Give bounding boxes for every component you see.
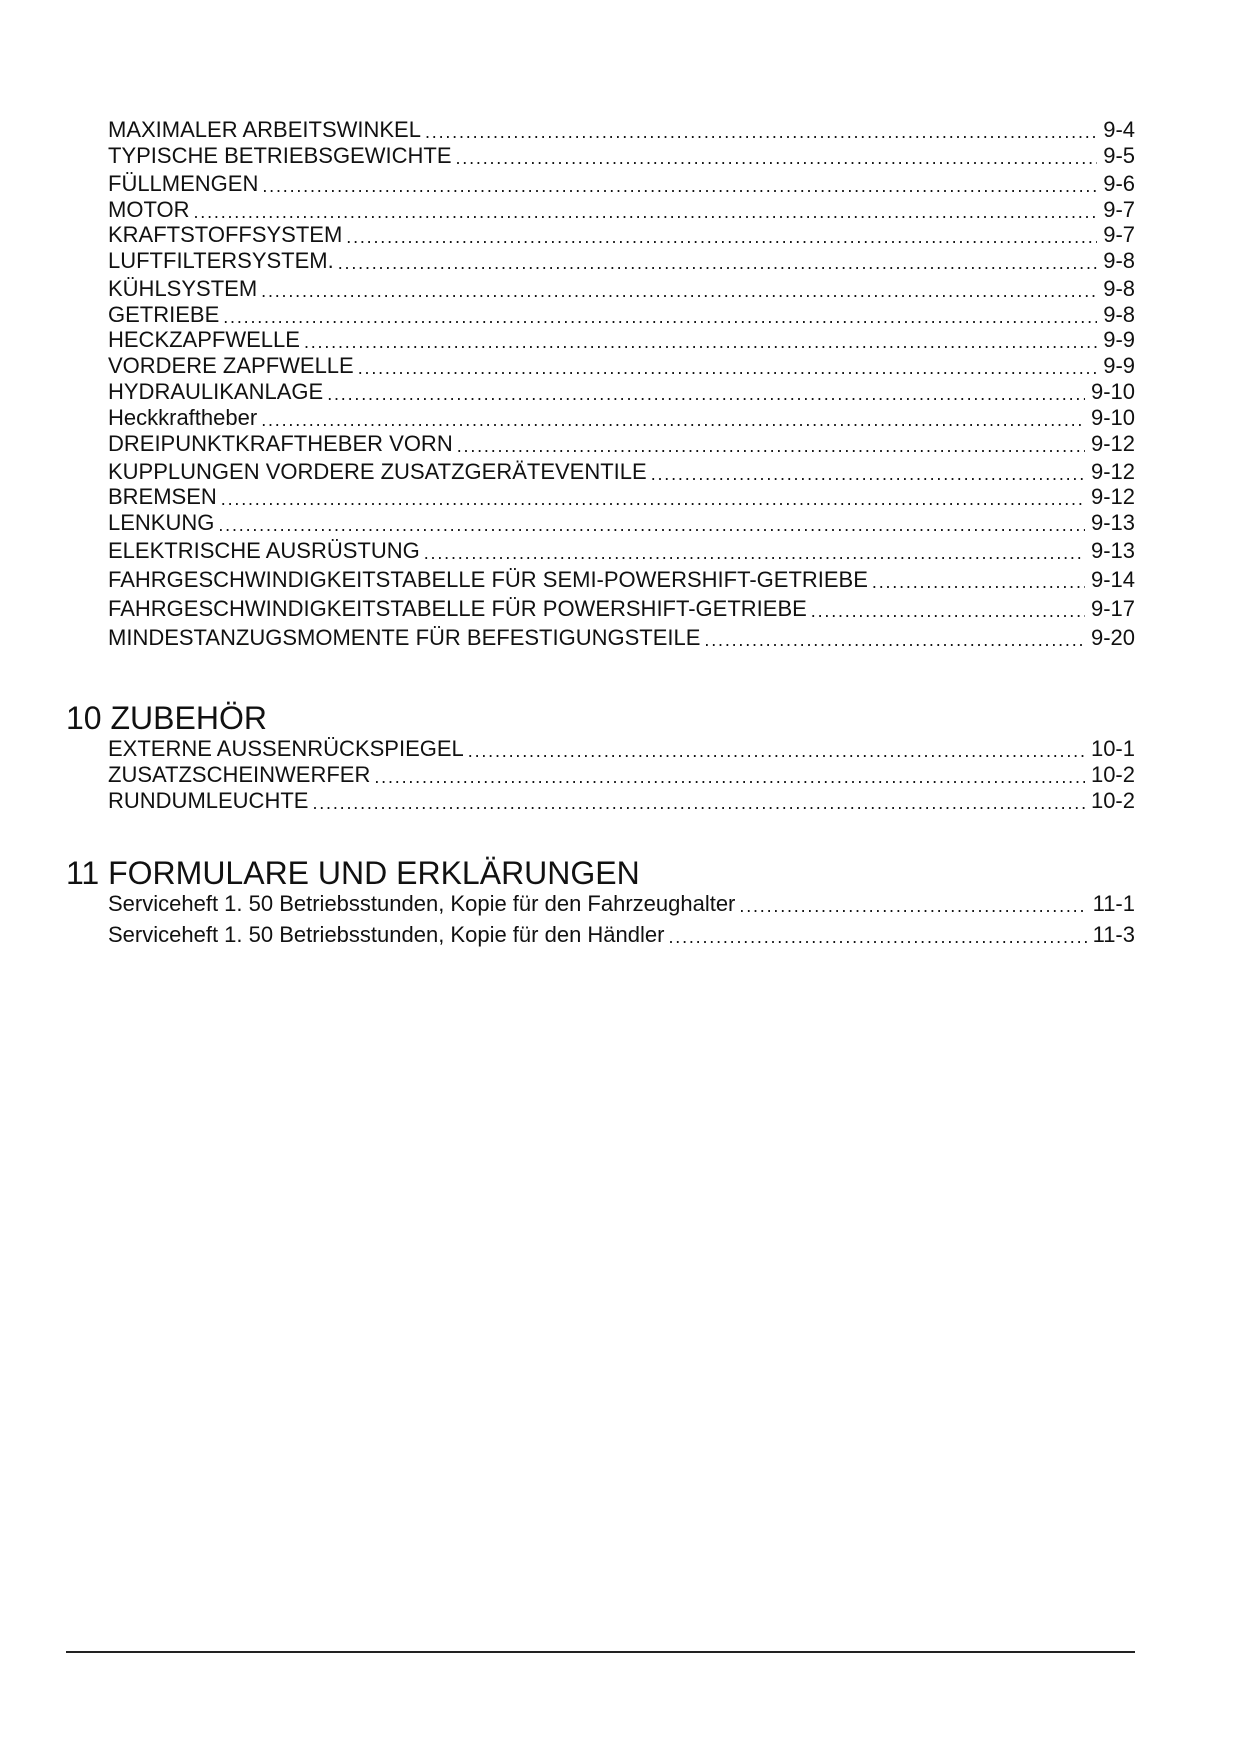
toc-entry[interactable] [108, 510, 1135, 536]
toc-entry[interactable] [108, 248, 1135, 274]
toc-entry-page: 9-8 [1103, 248, 1135, 273]
footer-rule [66, 1651, 1135, 1653]
leader-dots [261, 405, 1085, 431]
toc-entry-label: Heckkraftheber [108, 405, 258, 430]
toc-entry-page: 9-12 [1090, 459, 1135, 484]
toc-entry-page: 9-6 [1103, 171, 1135, 196]
toc-entry-page: 9-5 [1103, 143, 1135, 168]
toc-entry-page: 9-13 [1090, 538, 1135, 563]
toc-entry-page: 9-12 [1090, 484, 1135, 509]
toc-entry[interactable] [108, 222, 1135, 248]
leader-dots [704, 625, 1085, 651]
leader-dots [374, 762, 1085, 788]
toc-entry[interactable] [108, 788, 1135, 814]
toc-entry-page: 9-7 [1103, 222, 1135, 247]
toc-entry-label: MOTOR [108, 197, 190, 222]
toc-entry-label: HYDRAULIKANLAGE [108, 379, 324, 404]
leader-dots [218, 510, 1085, 536]
toc-entry-label: HECKZAPFWELLE [108, 327, 300, 352]
leader-dots [338, 248, 1097, 274]
chapter-heading[interactable]: 10 ZUBEHÖR [66, 700, 267, 736]
toc-entry-label: EXTERNE AUSSENRÜCKSPIEGEL [108, 736, 464, 761]
toc-entry-page: 9-9 [1103, 327, 1135, 352]
toc-entry-page: 10-2 [1090, 762, 1135, 787]
toc-entry-page: 9-4 [1103, 117, 1135, 142]
leader-dots [304, 327, 1097, 353]
leader-dots [872, 567, 1085, 593]
leader-dots [327, 379, 1085, 405]
leader-dots [651, 459, 1085, 485]
toc-entry-label: KUPPLUNGEN VORDERE ZUSATZGERÄTEVENTILE [108, 459, 647, 484]
leader-dots [358, 353, 1097, 379]
toc-entry-label: DREIPUNKTKRAFTHEBER VORN [108, 431, 453, 456]
toc-entry-label: KÜHLSYSTEM [108, 276, 258, 301]
toc-entry[interactable] [108, 276, 1135, 302]
toc-entry-label: VORDERE ZAPFWELLE [108, 353, 354, 378]
toc-entry-label: TYPISCHE BETRIEBSGEWICHTE [108, 143, 452, 168]
toc-entry[interactable] [108, 327, 1135, 353]
toc-entry-page: 11-3 [1092, 922, 1135, 947]
leader-dots [457, 431, 1085, 457]
toc-entry[interactable] [108, 538, 1135, 564]
toc-entry-label: FÜLLMENGEN [108, 171, 259, 196]
toc-entry-label: RUNDUMLEUCHTE [108, 788, 309, 813]
toc-entry-page: 9-9 [1103, 353, 1135, 378]
toc-entry[interactable] [108, 459, 1135, 485]
leader-dots [424, 538, 1085, 564]
toc-entry[interactable] [108, 302, 1135, 328]
toc-entry[interactable] [108, 762, 1135, 788]
toc-entry-page: 9-8 [1103, 302, 1135, 327]
toc-entry-page: 9-7 [1103, 197, 1135, 222]
toc-entry-page: 9-10 [1090, 379, 1135, 404]
leader-dots [262, 171, 1097, 197]
leader-dots [468, 736, 1085, 762]
chapter-heading[interactable]: 11 FORMULARE UND ERKLÄRUNGEN [66, 855, 640, 891]
toc-entry-page: 11-1 [1092, 891, 1135, 916]
toc-entry[interactable] [108, 143, 1135, 169]
toc-entry-label: GETRIEBE [108, 302, 220, 327]
toc-entry-page: 9-17 [1090, 596, 1135, 621]
toc-entry[interactable] [108, 891, 1135, 917]
toc-entry-label: LUFTFILTERSYSTEM. [108, 248, 334, 273]
leader-dots [261, 276, 1097, 302]
toc-entry[interactable] [108, 117, 1135, 143]
toc-entry[interactable] [108, 379, 1135, 405]
toc-entry-page: 10-1 [1090, 736, 1135, 761]
toc-entry-label: ZUSATZSCHEINWERFER [108, 762, 371, 787]
toc-entry-page: 10-2 [1090, 788, 1135, 813]
toc-entry-label: ELEKTRISCHE AUSRÜSTUNG [108, 538, 420, 563]
toc-entry-label: FAHRGESCHWINDIGKEITSTABELLE FÜR POWERSHIFT-GETRIEBE [108, 596, 807, 621]
toc-entry-page: 9-13 [1090, 510, 1135, 535]
toc-entry[interactable] [108, 596, 1135, 622]
leader-dots [456, 143, 1098, 169]
toc-entry-label: MAXIMALER ARBEITSWINKEL [108, 117, 421, 142]
toc-entry[interactable] [108, 922, 1135, 948]
toc-entry[interactable] [108, 197, 1135, 223]
toc-entry[interactable] [108, 736, 1135, 762]
toc-entry-label: Serviceheft 1. 50 Betriebsstunden, Kopie für den Fahrzeughalter [108, 891, 736, 916]
toc-entry-page: 9-10 [1090, 405, 1135, 430]
toc-entry[interactable] [108, 567, 1135, 593]
toc-entry-label: BREMSEN [108, 484, 217, 509]
leader-dots [312, 788, 1085, 814]
toc-entry[interactable] [108, 353, 1135, 379]
leader-dots [811, 596, 1085, 622]
leader-dots [221, 484, 1085, 510]
leader-dots [425, 117, 1097, 143]
toc-entry-label: FAHRGESCHWINDIGKEITSTABELLE FÜR SEMI-POWERSHIFT-GETRIEBE [108, 567, 868, 592]
toc-entry[interactable] [108, 171, 1135, 197]
toc-entry[interactable] [108, 625, 1135, 651]
leader-dots [346, 222, 1097, 248]
toc-entry[interactable] [108, 484, 1135, 510]
toc-entry-label: KRAFTSTOFFSYSTEM [108, 222, 343, 247]
toc-entry-label: Serviceheft 1. 50 Betriebsstunden, Kopie für den Händler [108, 922, 665, 947]
toc-entry-page: 9-14 [1090, 567, 1135, 592]
toc-entry-label: LENKUNG [108, 510, 215, 535]
toc-entry[interactable] [108, 405, 1135, 431]
toc-entry-page: 9-20 [1090, 625, 1135, 650]
toc-entry[interactable] [108, 431, 1135, 457]
leader-dots [223, 302, 1097, 328]
toc-entry-page: 9-8 [1103, 276, 1135, 301]
leader-dots [193, 197, 1097, 223]
leader-dots [668, 922, 1086, 948]
leader-dots [739, 891, 1086, 917]
toc-entry-label: MINDESTANZUGSMOMENTE FÜR BEFESTIGUNGSTEILE [108, 625, 701, 650]
toc-entry-page: 9-12 [1090, 431, 1135, 456]
